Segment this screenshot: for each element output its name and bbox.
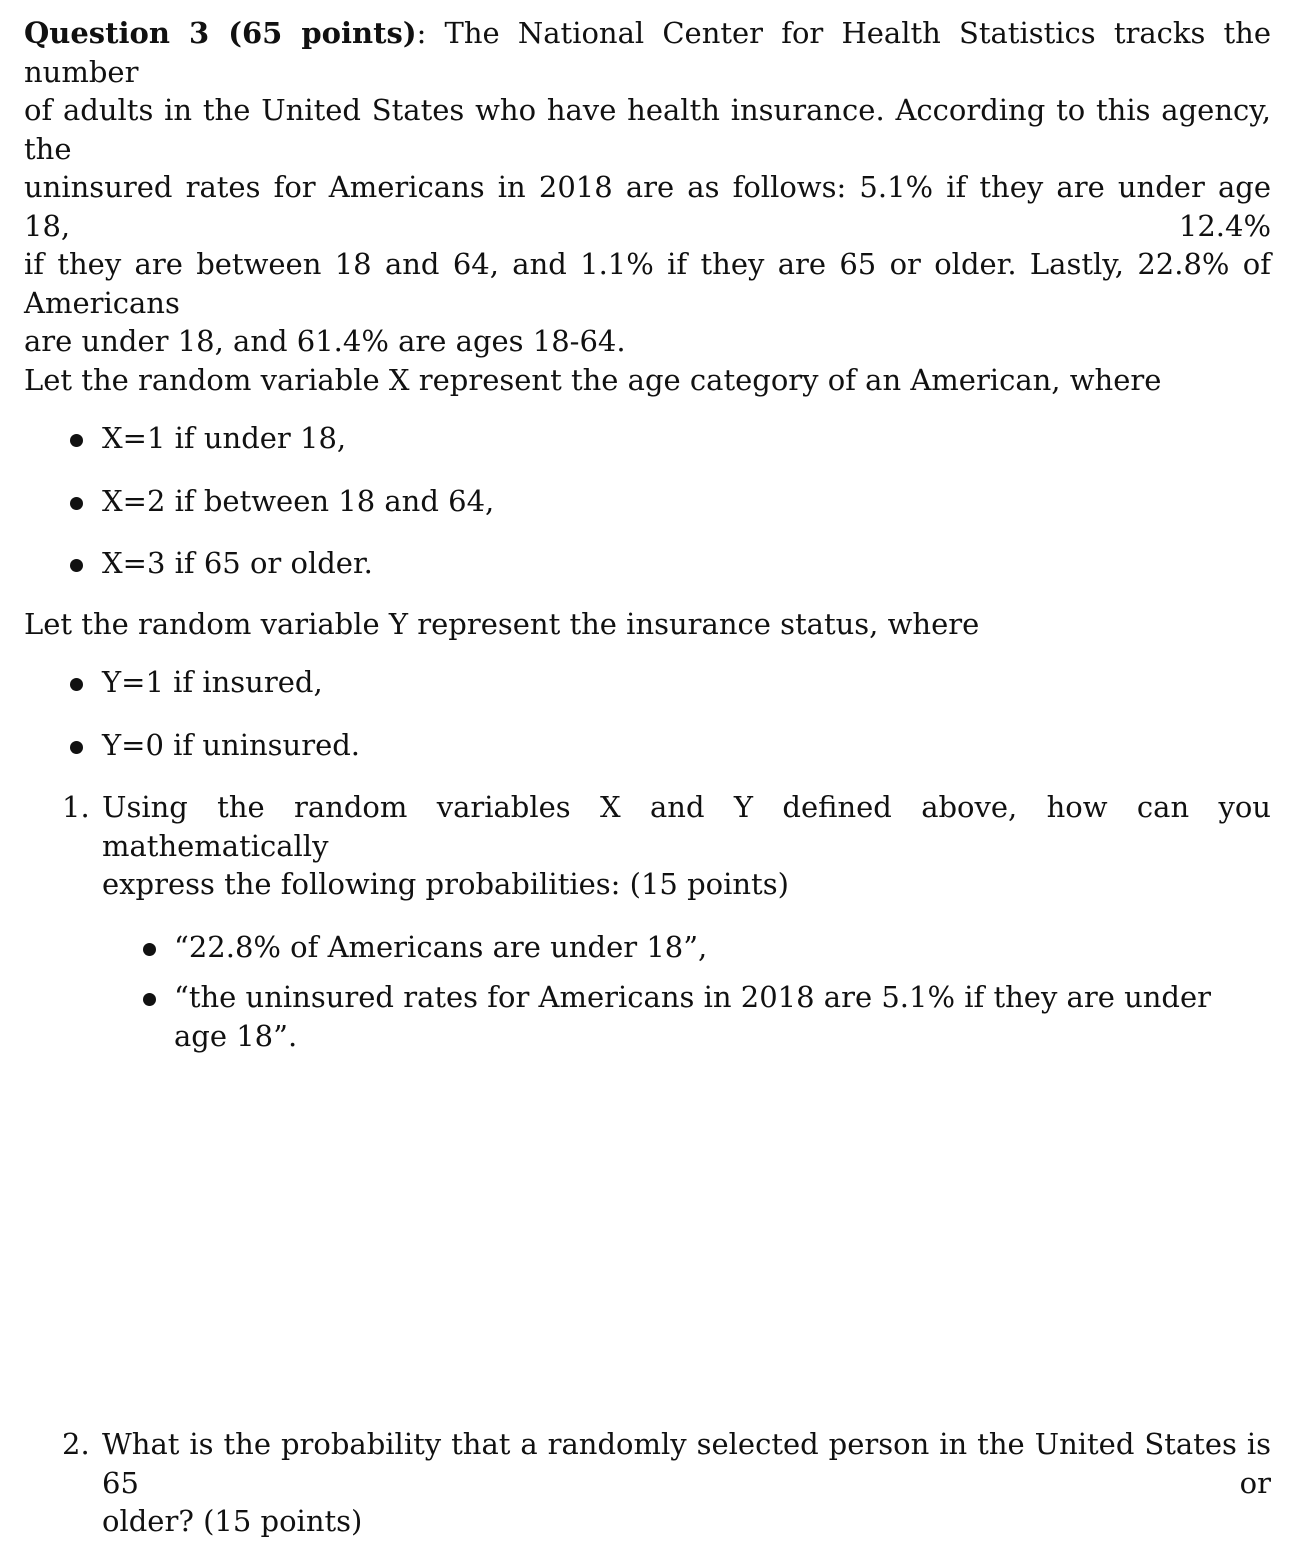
- part-2-line-1: What is the probability that a randomly selected person in the United States is 65 or: [102, 1427, 1271, 1500]
- list-item: X=2 if between 18 and 64,: [24, 482, 1271, 521]
- bullet-icon: [70, 678, 83, 691]
- bullet-icon: [143, 993, 156, 1006]
- bullet-icon: [70, 497, 83, 510]
- x-category-list: [24, 419, 1271, 583]
- x-definition: Let the random variable X represent the age category of an American, where: [24, 362, 1162, 397]
- part-1-line-2: express the following probabilities: (15 points): [102, 867, 789, 901]
- bullet-icon: [143, 943, 156, 956]
- list-item: Y=1 if insured,: [24, 663, 1271, 702]
- list-item: “22.8% of Americans are under 18”,: [102, 928, 1271, 967]
- intro-line-4: if they are between 18 and 64, and 1.1% if they are 65 or older. Lastly, 22.8% of Americans: [24, 247, 1271, 320]
- part-2: [24, 1425, 1271, 1541]
- part-1: [24, 788, 1271, 1055]
- part-1-sub-list: [102, 928, 1271, 1056]
- document-page: [24, 14, 1271, 1541]
- bullet-icon: [70, 741, 83, 754]
- list-item: X=3 if 65 or older.: [24, 544, 1271, 583]
- y-definition: Let the random variable Y represent the insurance status, where: [24, 606, 980, 641]
- list-item: “the uninsured rates for Americans in 2018 are 5.1% if they are under age 18”.: [102, 978, 1271, 1055]
- question-intro: [24, 14, 1271, 361]
- intro-line-3: uninsured rates for Americans in 2018 are as follows: 5.1% if they are under age 18, 12.4%: [24, 170, 1271, 243]
- bullet-icon: [70, 559, 83, 572]
- intro-line-1: : The National Center for Health Statistics tracks the number: [24, 16, 1272, 89]
- question-title: Question 3 (65 points): [24, 16, 417, 50]
- y-category-list: [24, 663, 1271, 764]
- part-number: 1.: [62, 790, 90, 824]
- list-item: X=1 if under 18,: [24, 419, 1271, 458]
- part-number: 2.: [62, 1427, 90, 1461]
- part-1-line-1: Using the random variables X and Y defined above, how can you mathematically: [102, 790, 1271, 863]
- intro-line-5: are under 18, and 61.4% are ages 18-64.: [24, 324, 626, 358]
- intro-line-2: of adults in the United States who have health insurance. According to this agency, the: [24, 93, 1271, 166]
- bullet-icon: [70, 434, 83, 447]
- list-item: Y=0 if uninsured.: [24, 726, 1271, 765]
- part-2-line-2: older? (15 points): [102, 1504, 363, 1538]
